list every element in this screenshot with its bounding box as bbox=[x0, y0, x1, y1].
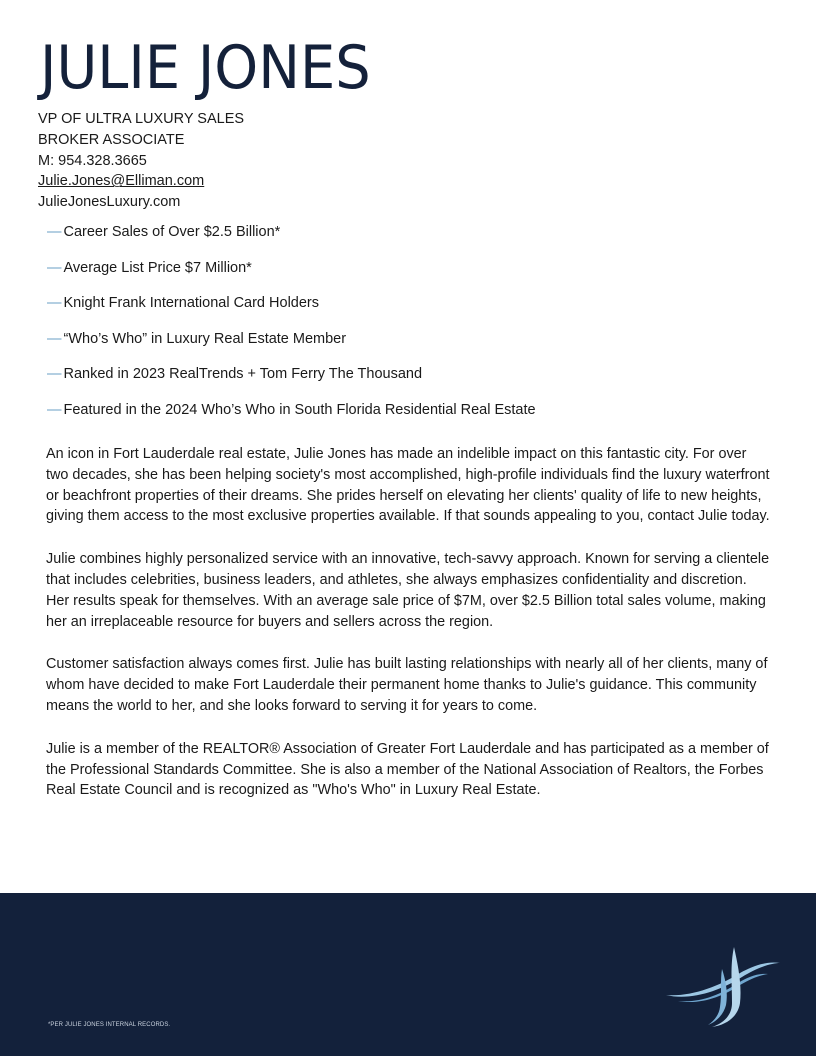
bio-paragraph: Julie combines highly personalized service with an innovative, tech-savvy approach. Known for serving a clientele that includes celebrities, business leaders, and athletes, she always emphasizes confidentiality and discretion. Her results speak for themselves. With an average sale price of $7M, over $2.5 Billion total sales volume, making her an irreplaceable resource for buyers and sellers across the region. bbox=[46, 551, 770, 630]
highlights-list bbox=[47, 222, 536, 436]
highlight-item bbox=[47, 293, 536, 329]
dash-marker: — bbox=[47, 295, 62, 312]
agent-name: JULIE JONES bbox=[40, 33, 371, 103]
highlight-item bbox=[47, 400, 536, 436]
highlight-text: Featured in the 2024 Who’s Who in South Florida Residential Real Estate bbox=[63, 401, 536, 418]
bio-paragraph: Julie is a member of the REALTOR® Association of Greater Fort Lauderdale and has participated as a member of the Professional Standards Committee. She is also a member of the National Association of Realtors, the Forbes Real Estate Council and is recognized as "Who's Who" in Luxury Real Estate. bbox=[46, 740, 769, 799]
broker-title: BROKER ASSOCIATE bbox=[38, 131, 185, 148]
jj-monogram-icon bbox=[660, 941, 784, 1033]
dash-marker: — bbox=[47, 401, 62, 418]
highlight-item bbox=[47, 222, 536, 258]
highlight-text: Career Sales of Over $2.5 Billion* bbox=[63, 224, 281, 240]
highlight-item bbox=[47, 364, 536, 400]
highlight-text: Average List Price $7 Million* bbox=[63, 259, 252, 276]
highlight-text: Ranked in 2023 RealTrends + Tom Ferry The Thousand bbox=[63, 366, 423, 383]
bio-section bbox=[46, 444, 772, 823]
website: JulieJonesLuxury.com bbox=[38, 194, 181, 211]
footnote: *PER JULIE JONES INTERNAL RECORDS. bbox=[48, 1022, 171, 1028]
highlight-item bbox=[47, 258, 536, 294]
dash-marker: — bbox=[47, 259, 62, 276]
bio-paragraph: Customer satisfaction always comes first. Julie has built lasting relationships with nearly all of her clients, many of whom have decided to make Fort Lauderdale their permanent home thanks to Julie's guidance. This community means the world to her, and she looks forward to serving it for years to come. bbox=[46, 656, 768, 714]
email-link[interactable]: Julie.Jones@Elliman.com bbox=[38, 173, 205, 190]
mobile-number: M: 954.328.3665 bbox=[38, 152, 147, 169]
dash-marker: — bbox=[47, 366, 62, 383]
dash-marker: — bbox=[47, 224, 62, 240]
dash-marker: — bbox=[47, 330, 62, 347]
footer-band bbox=[0, 893, 816, 1056]
job-title: VP OF ULTRA LUXURY SALES bbox=[38, 111, 245, 127]
bio-paragraph: An icon in Fort Lauderdale real estate, Julie Jones has made an indelible impact on this fantastic city. For over two decades, she has been helping society's most accomplished, high-profile individuals find the luxury waterfront or beachfront properties of their dreams. She prides herself on elevating her clients' quality of life to new heights, giving them access to the most exclusive properties available. If that sounds appealing to you, contact Julie today. bbox=[46, 446, 770, 525]
highlight-text: “Who’s Who” in Luxury Real Estate Member bbox=[63, 330, 347, 347]
highlight-text: Knight Frank International Card Holders bbox=[63, 295, 319, 312]
contact-block bbox=[38, 109, 244, 213]
highlight-item bbox=[47, 329, 536, 365]
